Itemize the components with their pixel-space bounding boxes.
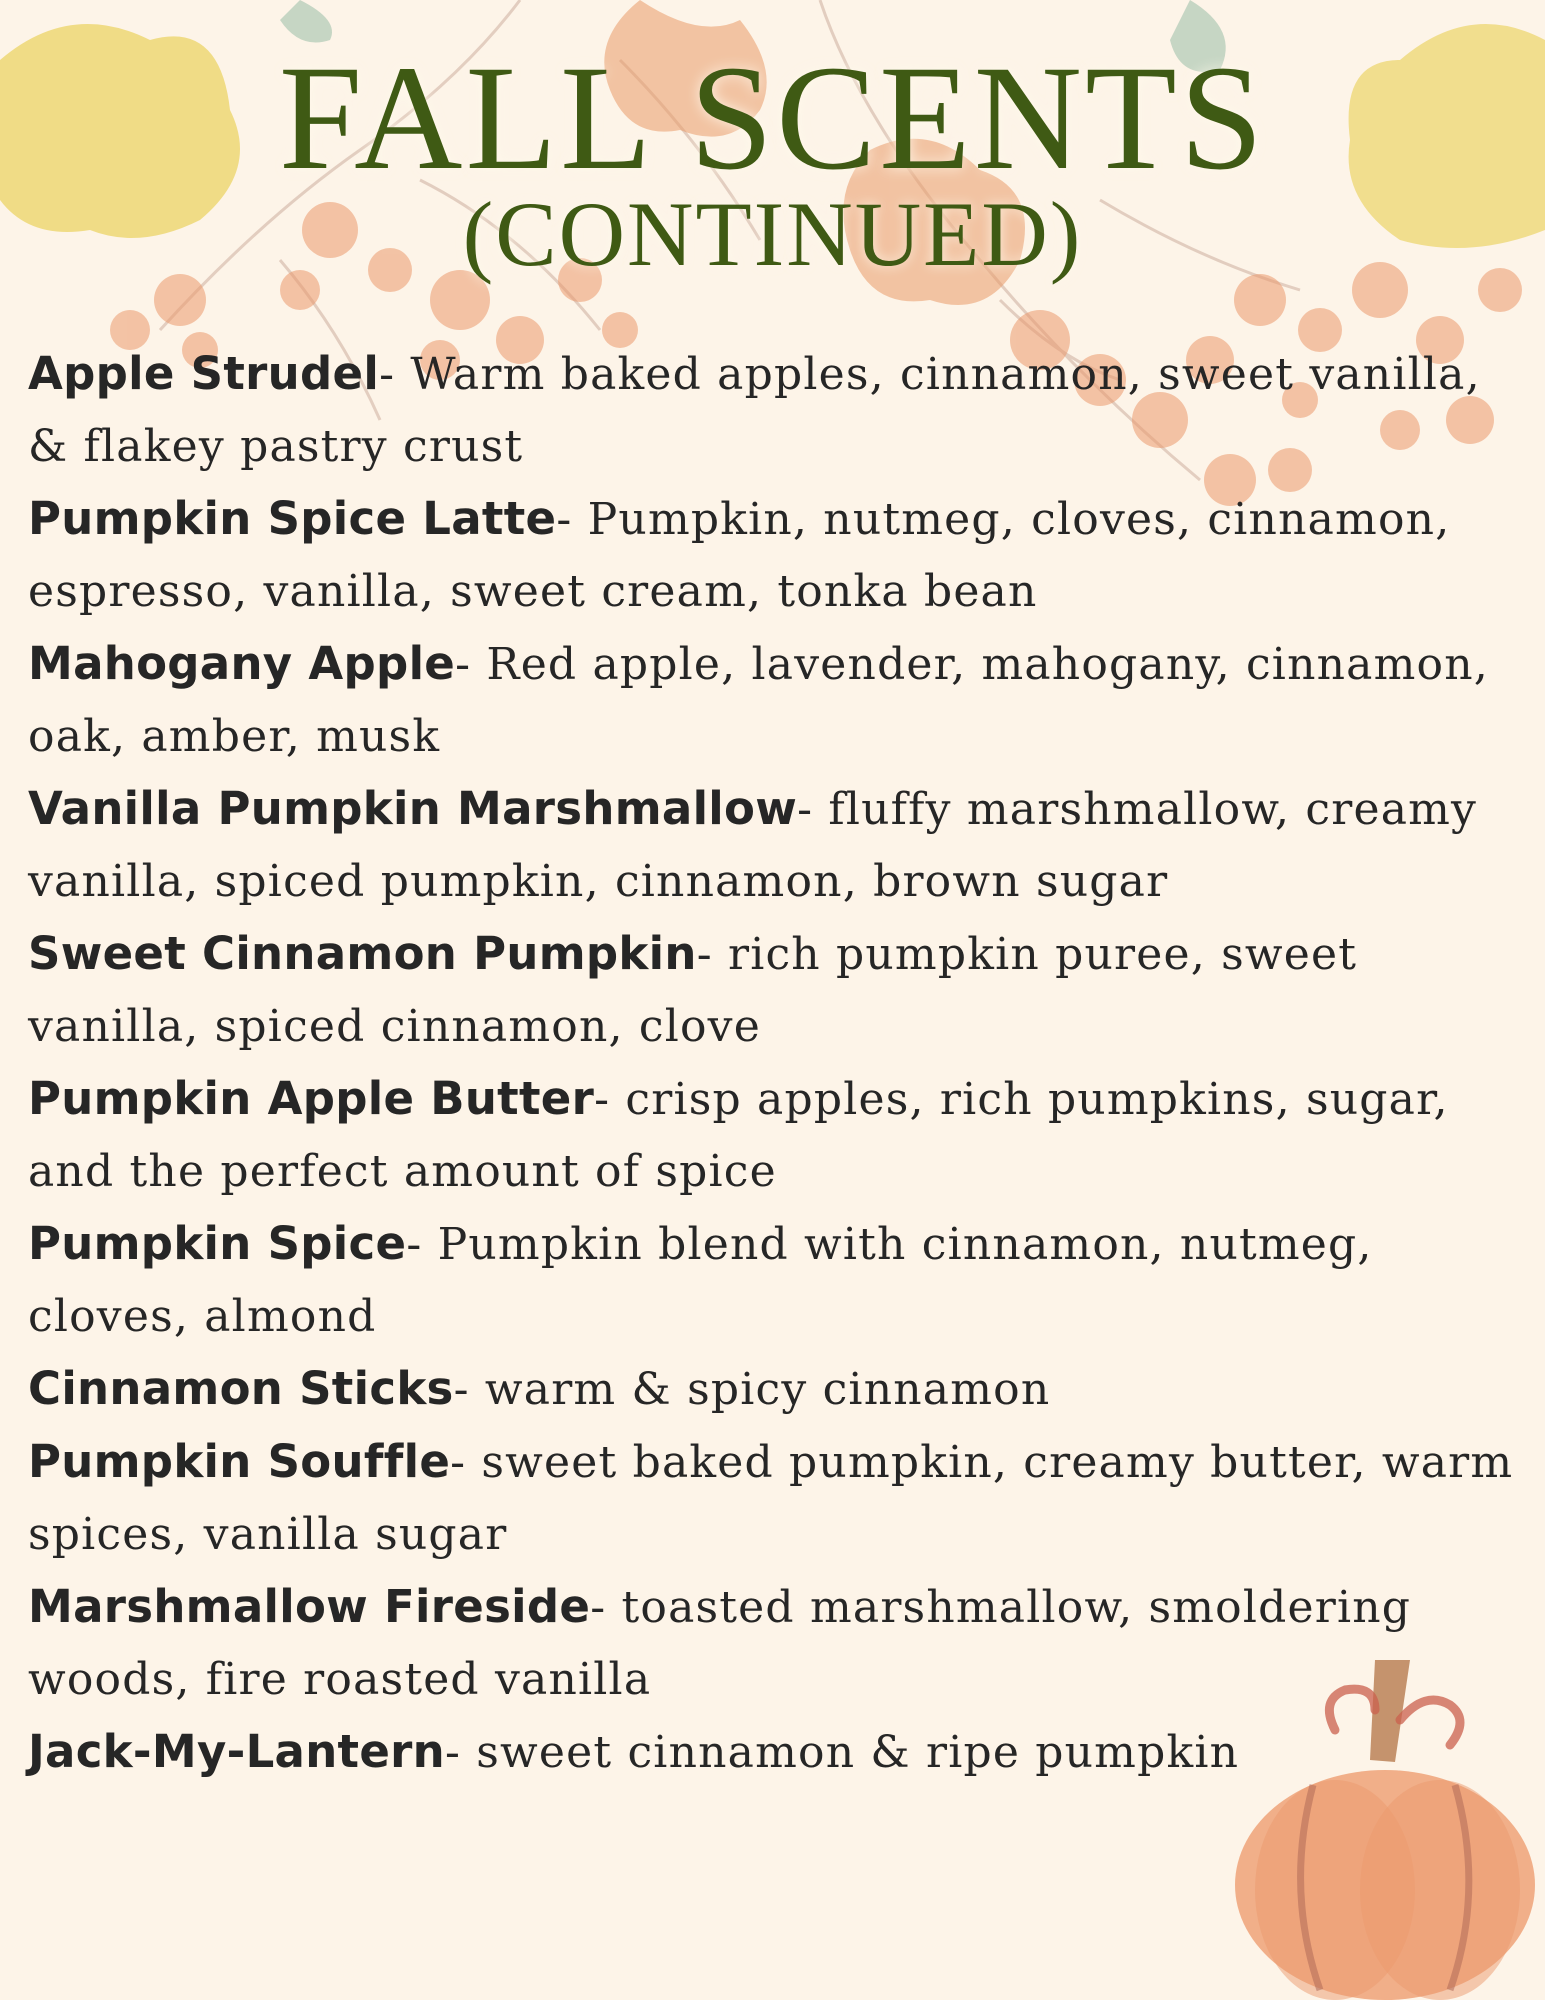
scent-item — [28, 1353, 1528, 1426]
scent-name: Pumpkin Spice Latte — [28, 492, 557, 545]
scent-description: - Pumpkin, nutmeg, cloves, cinnamon, espresso, vanilla, sweet cream, tonka bean — [28, 494, 1451, 617]
scent-item — [28, 1716, 1528, 1789]
scent-item — [28, 1063, 1528, 1208]
scent-list — [28, 338, 1528, 1789]
scent-name: Mahogany Apple — [28, 637, 456, 690]
scent-description: - Red apple, lavender, mahogany, cinnamon, oak, amber, musk — [28, 639, 1489, 762]
scent-item — [28, 483, 1528, 628]
scent-name: Marshmallow Fireside — [28, 1580, 591, 1633]
scent-name: Pumpkin Spice — [28, 1217, 407, 1270]
scent-item — [28, 628, 1528, 773]
scent-name: Jack-My-Lantern — [28, 1725, 446, 1778]
scent-description: - fluffy marshmallow, creamy vanilla, spiced pumpkin, cinnamon, brown sugar — [28, 784, 1478, 907]
scent-description: - sweet cinnamon & ripe pumpkin — [445, 1727, 1240, 1778]
scent-name: Pumpkin Souffle — [28, 1435, 451, 1488]
scent-item — [28, 338, 1528, 483]
scent-item — [28, 918, 1528, 1063]
scent-name: Sweet Cinnamon Pumpkin — [28, 927, 697, 980]
scent-description: - Pumpkin blend with cinnamon, nutmeg, cloves, almond — [28, 1219, 1373, 1342]
scent-description: - warm & spicy cinnamon — [453, 1364, 1051, 1415]
scent-description: - Warm baked apples, cinnamon, sweet vanilla, & flakey pastry crust — [28, 349, 1481, 472]
scent-description: - rich pumpkin puree, sweet vanilla, spiced cinnamon, clove — [28, 929, 1358, 1052]
header — [0, 35, 1545, 285]
scent-name: Vanilla Pumpkin Marshmallow — [28, 782, 798, 835]
scent-description: - crisp apples, rich pumpkins, sugar, and the perfect amount of spice — [28, 1074, 1449, 1197]
scent-description: - sweet baked pumpkin, creamy butter, warm spices, vanilla sugar — [28, 1437, 1514, 1560]
scent-item — [28, 1571, 1528, 1716]
page-subtitle: (CONTINUED) — [462, 183, 1083, 285]
scent-name: Cinnamon Sticks — [28, 1362, 454, 1415]
scent-description: - toasted marshmallow, smoldering woods, fire roasted vanilla — [28, 1582, 1412, 1705]
scent-item — [28, 1426, 1528, 1571]
scent-item — [28, 1208, 1528, 1353]
scent-name: Pumpkin Apple Butter — [28, 1072, 595, 1125]
scent-name: Apple Strudel — [28, 347, 380, 400]
scent-item — [28, 773, 1528, 918]
page-title: FALL SCENTS — [278, 35, 1267, 201]
